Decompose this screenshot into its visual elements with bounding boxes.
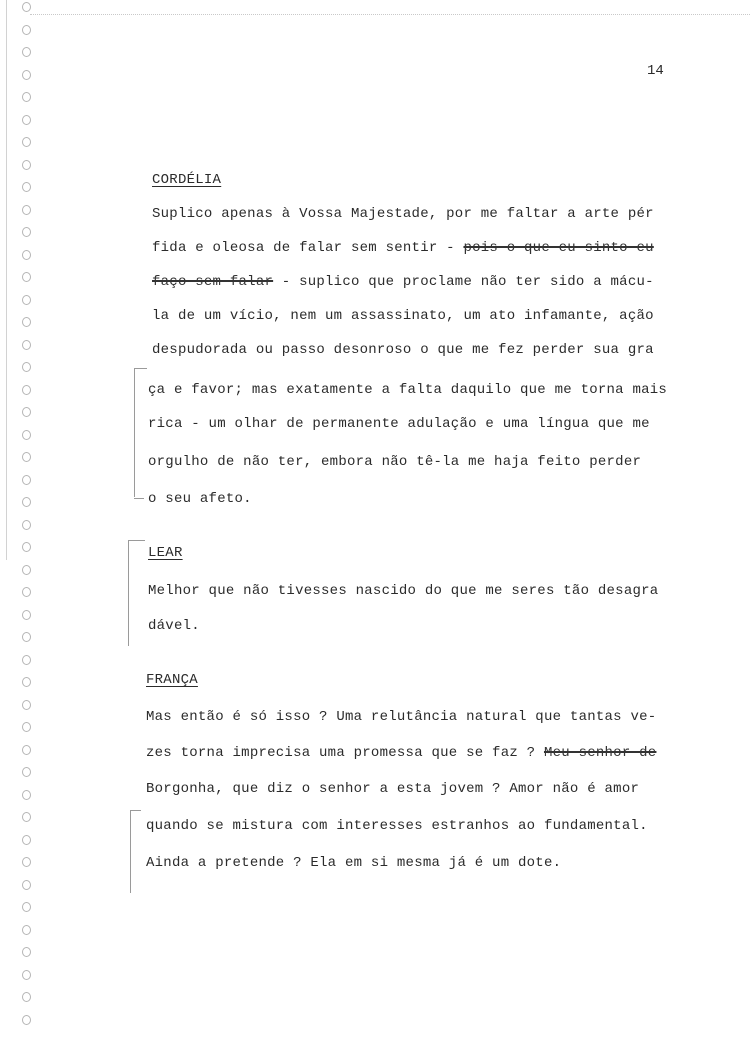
cordelia-line-1 — [152, 206, 654, 222]
margin-bracket-mark — [134, 368, 147, 497]
struck-text: Meu senhor de — [543, 745, 657, 761]
binding-hole — [22, 250, 31, 260]
binding-hole — [22, 25, 31, 35]
binding-hole — [22, 1015, 31, 1025]
binding-hole — [22, 295, 31, 305]
binding-hole — [22, 925, 31, 935]
cordelia-line-4 — [152, 308, 654, 324]
cordelia-line-3 — [152, 274, 654, 290]
lear-line-2 — [148, 618, 200, 634]
franca-line-3 — [146, 781, 639, 797]
line-text: la de um vício, nem um assassinato, um ato infamante, ação — [152, 308, 654, 324]
top-dotted-rule — [30, 14, 750, 15]
binding-hole — [22, 587, 31, 597]
cordelia-line-7 — [148, 416, 650, 432]
binding-hole — [22, 902, 31, 912]
binding-hole — [22, 2, 31, 12]
binding-hole — [22, 317, 31, 327]
line-text: Borgonha, que diz o senhor a esta jovem ? Amor não é amor — [146, 781, 640, 797]
binding-hole — [22, 115, 31, 125]
line-text: Melhor que não tivesses nascido do que me seres tão desagra — [148, 583, 659, 599]
cordelia-line-8 — [148, 454, 641, 470]
binding-hole — [22, 227, 31, 237]
speaker-franca: FRANÇA — [146, 672, 198, 688]
binding-hole — [22, 632, 31, 642]
binding-hole — [22, 137, 31, 147]
line-text: Mas então é só isso ? Uma relutância natural que tantas ve- — [146, 709, 657, 725]
binding-hole — [22, 205, 31, 215]
line-text: quando se mistura com interesses estranhos ao fundamental. — [146, 818, 648, 834]
line-text: ça e favor; mas exatamente a falta daquilo que me torna mais — [148, 382, 668, 398]
binding-hole — [22, 430, 31, 440]
line-text: zes torna imprecisa uma promessa que se faz ? — [146, 745, 544, 761]
binding-hole — [22, 767, 31, 777]
cordelia-line-5 — [152, 342, 654, 358]
binding-hole — [22, 475, 31, 485]
binding-hole — [22, 47, 31, 57]
speaker-cordelia: CORDÉLIA — [152, 172, 222, 188]
line-text: Ainda a pretende ? Ela em si mesma já é um dote. — [146, 855, 562, 871]
cordelia-line-2 — [152, 240, 654, 256]
binding-hole — [22, 452, 31, 462]
binding-hole — [22, 812, 31, 822]
binding-hole — [22, 655, 31, 665]
binding-hole — [22, 70, 31, 80]
binding-hole — [22, 340, 31, 350]
binding-hole — [22, 407, 31, 417]
binding-hole — [22, 857, 31, 867]
line-text: - suplico que proclame não ter sido a mácu- — [273, 274, 654, 290]
binding-hole — [22, 947, 31, 957]
lear-line-1 — [148, 583, 658, 599]
franca-line-1 — [146, 709, 656, 725]
franca-line-5 — [146, 855, 561, 871]
line-text: orgulho de não ter, embora não tê-la me haja feito perder — [148, 454, 642, 470]
binding-hole — [22, 700, 31, 710]
line-text: despudorada ou passo desonroso o que me fez perder sua gra — [152, 342, 654, 358]
margin-bracket-mark — [128, 540, 145, 646]
line-text: rica - um olhar de permanente adulação e uma língua que me — [148, 416, 650, 432]
binding-hole — [22, 182, 31, 192]
binding-hole — [22, 790, 31, 800]
binding-hole — [22, 362, 31, 372]
binding-hole — [22, 880, 31, 890]
left-margin-rule — [6, 0, 7, 560]
line-text: dável. — [148, 618, 200, 634]
binding-holes — [22, 2, 38, 1042]
line-text: Suplico apenas à Vossa Majestade, por me faltar a arte pér — [152, 206, 654, 222]
line-text: fida e oleosa de falar sem sentir - — [152, 240, 464, 256]
franca-line-4 — [146, 818, 648, 834]
binding-hole — [22, 677, 31, 687]
binding-hole — [22, 992, 31, 1002]
cordelia-line-6 — [148, 382, 667, 398]
binding-hole — [22, 610, 31, 620]
binding-hole — [22, 745, 31, 755]
struck-text: faço sem falar — [152, 274, 274, 290]
cordelia-line-9 — [148, 491, 252, 507]
struck-text: pois o que eu sinto eu — [463, 240, 654, 256]
binding-hole — [22, 565, 31, 575]
binding-hole — [22, 385, 31, 395]
binding-hole — [22, 722, 31, 732]
binding-hole — [22, 542, 31, 552]
binding-hole — [22, 970, 31, 980]
margin-tick-mark — [134, 498, 144, 499]
binding-hole — [22, 497, 31, 507]
franca-line-2 — [146, 745, 656, 761]
margin-bracket-mark — [130, 810, 141, 893]
binding-hole — [22, 835, 31, 845]
binding-hole — [22, 520, 31, 530]
binding-hole — [22, 160, 31, 170]
binding-hole — [22, 272, 31, 282]
binding-hole — [22, 92, 31, 102]
page-number: 14 — [647, 63, 664, 79]
speaker-lear: LEAR — [148, 545, 183, 561]
line-text: o seu afeto. — [148, 491, 252, 507]
